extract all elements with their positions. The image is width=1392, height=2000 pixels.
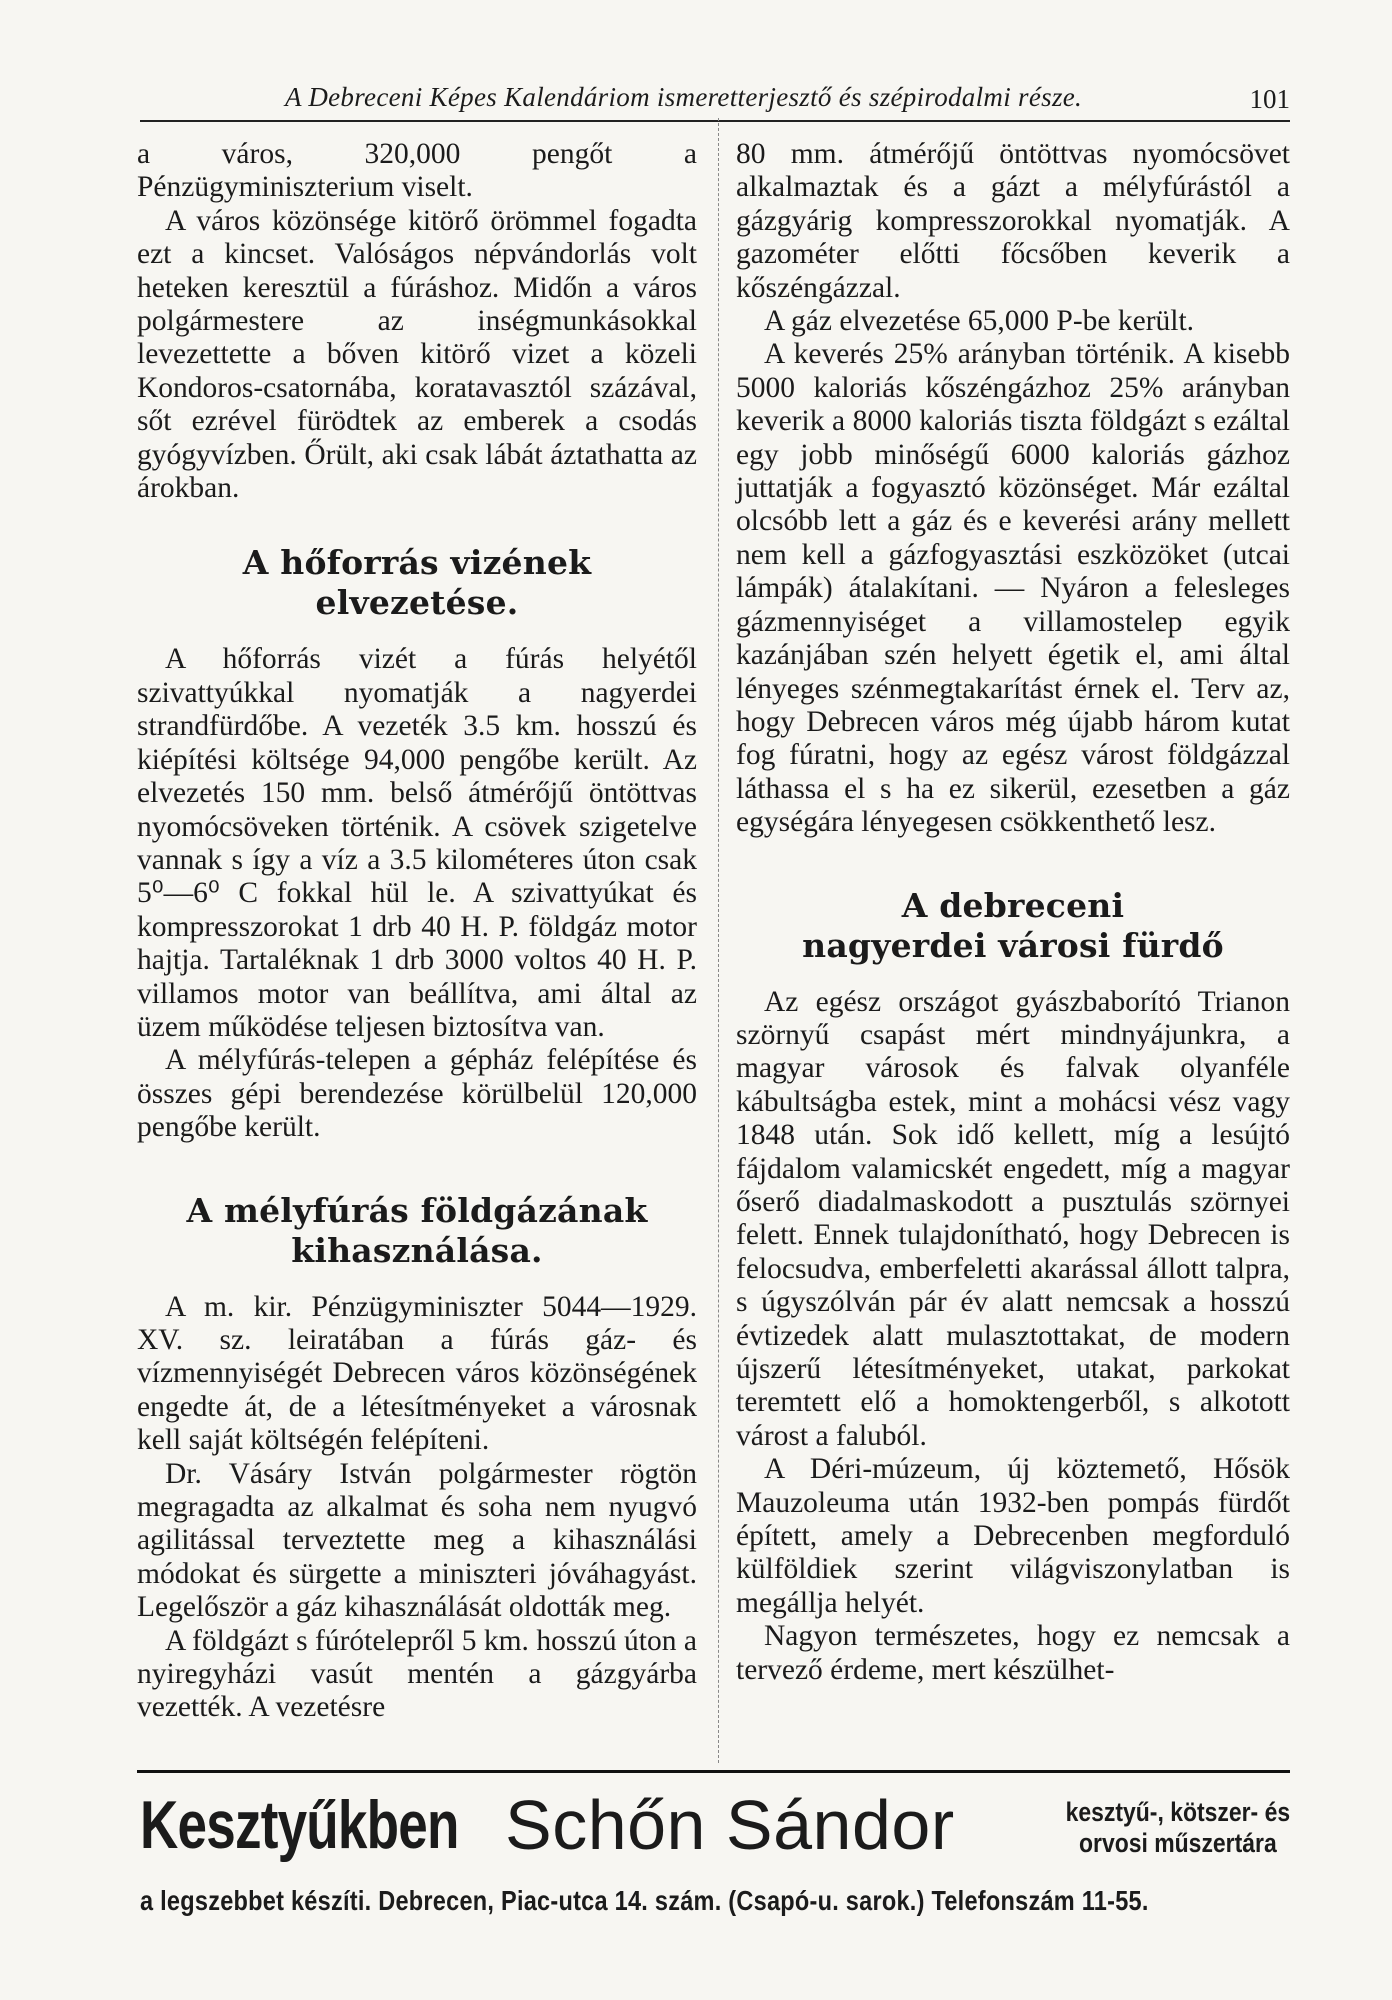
advertisement-address: a legszebbet készíti. Debrecen, Piac-utca 14. szám. (Csapó-u. sarok.) Telefonszám 11-55. bbox=[140, 1885, 1149, 1916]
advertisement-headline-bold: Kesztyűkben bbox=[140, 1787, 459, 1863]
advertisement-tagline-line: kesztyű-, kötszer- és bbox=[1065, 1797, 1290, 1827]
paragraph: A hőforrás vizét a fúrás helyétől szivattyúkkal nyomatják a nagyerdei strandfürdőbe. A vezeték 3.5 km. hosszú és kiépítési költsége 94,000 pengőbe került. Az elvezetés 150 mm. belső átmérőjű öntöttvas nyomócsöveken történik. A csövek szigetelve vannak s így a víz a 3.5 kilométeres úton csak 5⁰—6⁰ C fokkal hül le. A szivattyúkat és kompresszorokat 1 drb 40 H. P. földgáz motor hajtja. Tartaléknak 1 drb 3000 voltos 40 H. P. villamos motor van beállítva, ami által az üzem működése teljesen biztosítva van. bbox=[137, 643, 697, 1043]
paragraph: 80 mm. átmérőjű öntöttvas nyomócsövet alkalmaztak és a gázt a mélyfúrástól a gázgyárig kompresszorokkal nyomatják. A gazométer előtti főcsőben keverik a kőszéngázzal. bbox=[736, 138, 1290, 304]
paragraph: a város, 320,000 pengőt a Pénzügyminiszterium viselt. bbox=[137, 138, 697, 204]
paragraph: A keverés 25% arányban történik. A kisebb 5000 kaloriás kőszéngázhoz 25% arányban keverik a 8000 kaloriás tiszta földgázt s ezáltal egy jobb minőségű 6000 kaloriás gázhoz juttatják a fogyasztó közönséget. Már ezáltal olcsóbb lett a gáz és e keverési arány mellett nem kell a gázfogyasztási eszközöket (utcai lámpák) átalakítani. — Nyáron a felesleges gázmennyiséget a villamostelep egyik kazánjában szén helyett égetik el, ami által lényeges szénmegtakarítást érnek el. Terv az, hogy Debrecen város még újabb három kutat fog fúratni, hogy az egész várost földgázzal láthassa el s ha ez sikerül, ezesetben a gáz egységára lényegesen csökkenthető lesz. bbox=[736, 338, 1290, 839]
running-header-title: A Debreceni Képes Kalendáriom ismeretterjesztő és szépirodalmi része. bbox=[285, 82, 1083, 112]
paragraph: A város közönsége kitörő örömmel fogadta ezt a kincset. Valóságos népvándorlás volt heteken keresztül a fúráshoz. Midőn a város polgármestere az inségmunkásokkal levezettette a bőven kitörő vizet a közeli Kondoros-csatornába, koratavasztól százával, sőt ezrével fürödtek az emberek a csodás gyógyvízben. Őrült, aki csak lábát áztathatta az árokban. bbox=[137, 204, 697, 505]
paragraph: Nagyon természetes, hogy ez nemcsak a tervező érdeme, mert készülhet- bbox=[736, 1620, 1290, 1686]
paragraph: A m. kir. Pénzügyminiszter 5044—1929. XV. sz. leiratában a fúrás gáz- és vízmennyiségét Debrecen város közönségének engedte át, de a létesítményeket a városnak kell saját költségén felépíteni. bbox=[137, 1290, 697, 1457]
running-header bbox=[140, 82, 1290, 122]
advertisement bbox=[140, 1785, 1290, 1945]
section-heading-hot-spring: A hőforrás vizének elvezetése. bbox=[242, 543, 592, 623]
advertisement-tagline bbox=[1066, 1797, 1290, 1859]
section-heading-line: A debreceni bbox=[901, 885, 1125, 925]
section-heading-line: nagyerdei városi fürdő bbox=[802, 925, 1224, 965]
paragraph: A Déri-múzeum, új köztemető, Hősök Mauzoleuma után 1932-ben pompás fürdőt épített, amely a Debrecenben megforduló külföldiek szerint világviszonylatban is megállja helyét. bbox=[736, 1453, 1290, 1619]
section-heading-bath bbox=[736, 886, 1290, 966]
left-column bbox=[137, 138, 697, 1725]
paragraph: A gáz elvezetése 65,000 P-be került. bbox=[764, 305, 1195, 338]
paragraph: A mélyfúrás-telepen a gépház felépítése és összes gépi berendezése körülbelül 120,000 pengőbe került. bbox=[137, 1044, 697, 1144]
section-heading-natural-gas: A mélyfúrás földgázának kihasználása. bbox=[186, 1190, 648, 1270]
paragraph: Az egész országot gyászbaborító Trianon szörnyű csapást mért mindnyájunkra, a magyar városok és falvak olyanféle kábultságba estek, mint a mohácsi vész vagy 1848 után. Sok idő kellett, míg a lesújtó fájdalom valamicskét engedett, míg a magyar őserő diadalmaskodott a pusztulás szörnyei felett. Ennek tulajdonítható, hogy Debrecen is felocsudva, emberfeletti akarással állott talpra, s úgyszólván pár év alatt nemcsak a hosszú évtizedek alatt mulasztottakat, de modern újszerű létesítményeket, utakat, parkokat teremtett elő a homoktengerből, s alkotott várost a faluból. bbox=[736, 985, 1290, 1452]
paragraph: A földgázt s fúrótelepről 5 km. hosszú úton a nyiregyházi vasút mentén a gázgyárba vezették. A vezetésre bbox=[137, 1624, 697, 1724]
advertisement-headline-name: Schőn Sándor bbox=[505, 1786, 955, 1864]
column-divider bbox=[718, 118, 719, 1763]
right-column bbox=[736, 138, 1290, 1687]
advertisement-rule bbox=[137, 1770, 1290, 1773]
paragraph: Dr. Vásáry István polgármester rögtön megragadta az alkalmat és soha nem nyugvó agilitással terveztette meg a kihasználási módokat és sürgette a miniszteri jóváhagyást. Legelőször a gáz kihasználását oldották meg. bbox=[137, 1457, 697, 1624]
advertisement-tagline-line: orvosi műszertára bbox=[1078, 1828, 1277, 1858]
page-number: 101 bbox=[1249, 84, 1290, 114]
